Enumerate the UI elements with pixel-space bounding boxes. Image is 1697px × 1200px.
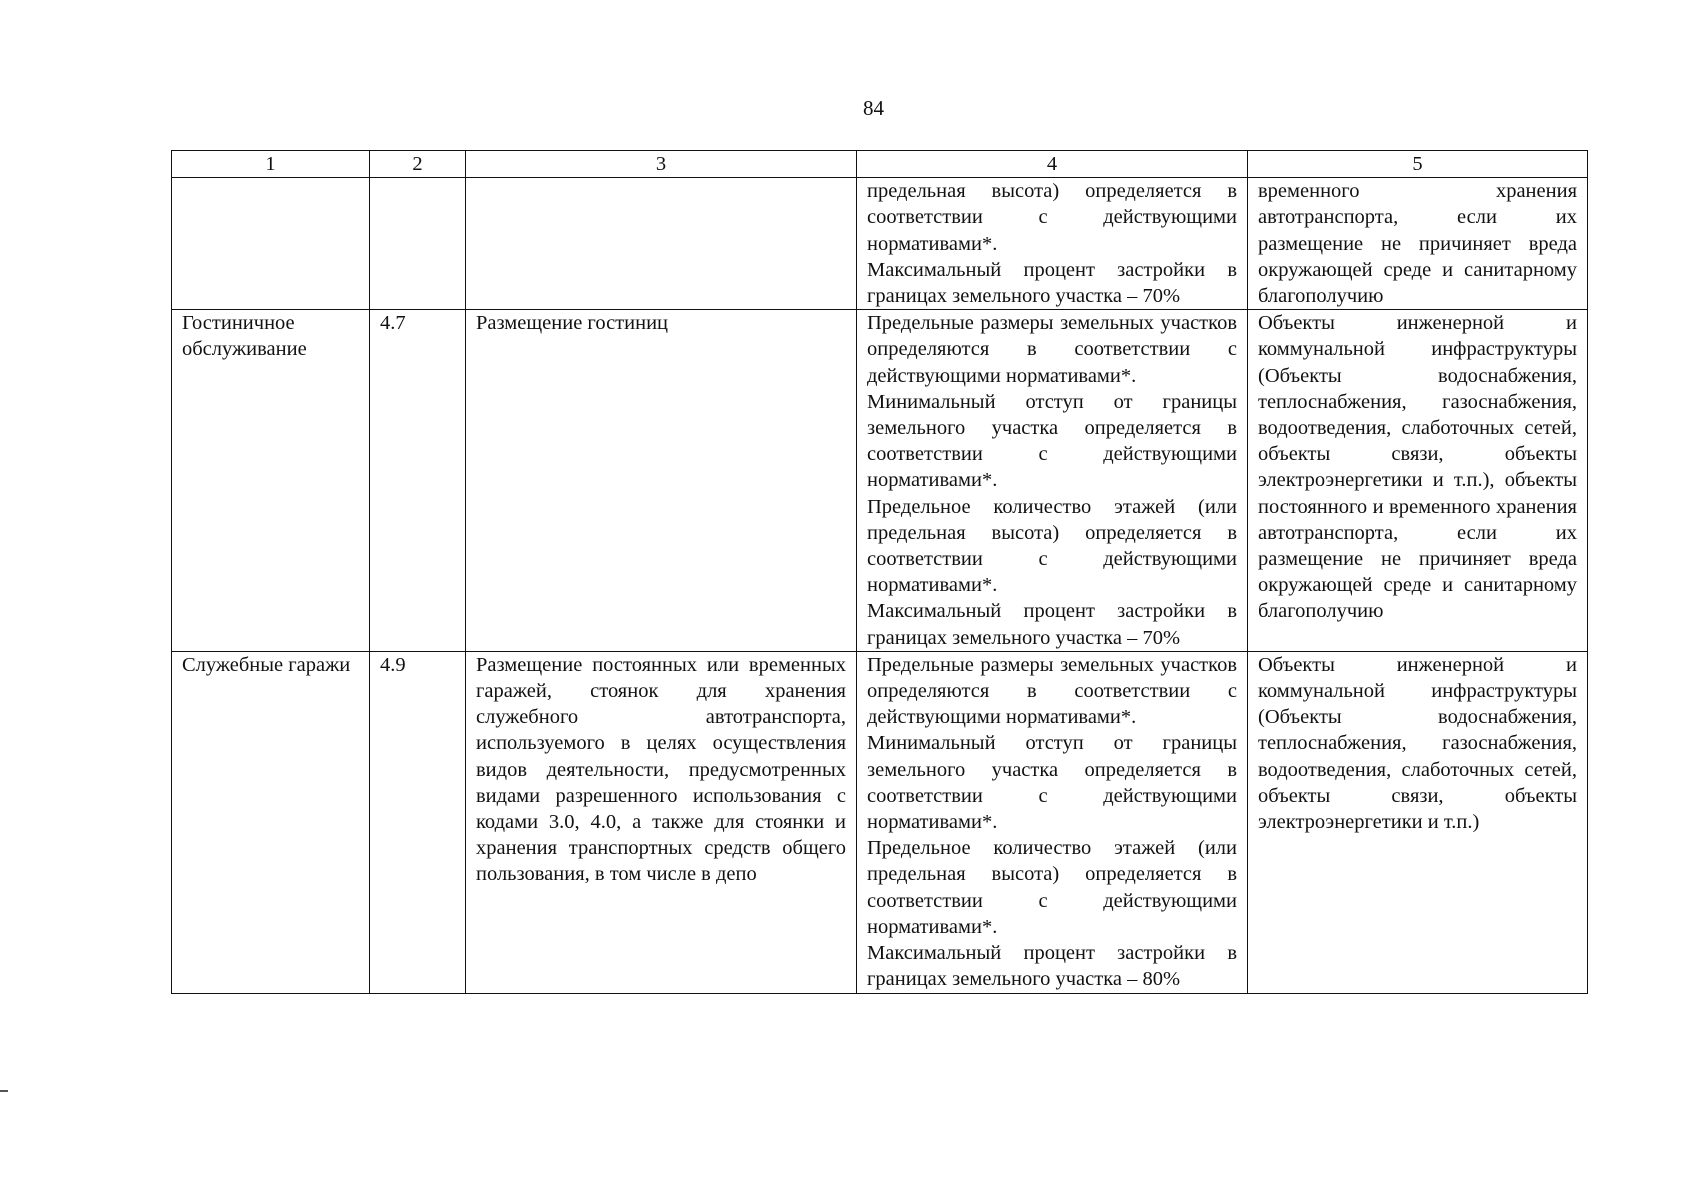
column-header-5: 5 (1248, 151, 1588, 178)
use-code-cell (370, 178, 466, 310)
parameter-text: предельная высота) определяется в соответствии с действующими нормативами*. (867, 180, 1237, 255)
parameter-text: Максимальный процент застройки в границах земельного участка – 70% (867, 600, 1237, 649)
auxiliary-uses-cell: временного хранения автотранспорта, если их размещение не причиняет вреда окружающей среде и санитарному благополучию (1248, 178, 1588, 310)
use-name-cell: Служебные гаражи (172, 651, 370, 993)
use-description-cell (466, 178, 857, 310)
parameter-text: Предельное количество этажей (или предельная высота) определяется в соответствии с действующими нормативами*. (867, 495, 1237, 597)
column-header-3: 3 (466, 151, 857, 178)
page-number: 84 (863, 96, 884, 120)
parameter-text: Максимальный процент застройки в границах земельного участка – 70% (867, 258, 1237, 308)
table-row (172, 178, 1588, 310)
scan-margin-mark (0, 1090, 8, 1092)
parameters-cell (857, 178, 1248, 310)
use-description-cell: Размещение постоянных или временных гаражей, стоянок для хранения служебного автотранспорта, используемого в целях осуществления видов деятельности, предусмотренных видами разрешенного использования с кодами 3.0, 4.0, а также для стоянки и хранения транспортных средств общего пользования, в том числе в депо (466, 651, 857, 993)
parameters-cell (857, 651, 1248, 993)
parameter-text: Максимальный процент застройки в границах земельного участка – 80% (867, 942, 1237, 991)
auxiliary-uses-cell: Объекты инженерной и коммунальной инфраструктуры (Объекты водоснабжения, теплоснабжения, газоснабжения, водоотведения, слаботочных сетей, объекты связи, объекты электроэнергетики и т.п.) (1248, 651, 1588, 993)
parameters-cell (857, 310, 1248, 652)
parameter-text: Предельные размеры земельных участков определяются в соответствии с действующими нормативами*. (867, 312, 1237, 387)
parameter-text: Предельные размеры земельных участков определяются в соответствии с действующими нормативами*. (867, 653, 1237, 729)
use-description-cell: Размещение гостиниц (466, 310, 857, 652)
land-use-table (171, 150, 1588, 994)
parameter-text: Минимальный отступ от границы земельного участка определяется в соответствии с действующими нормативами*. (867, 732, 1237, 834)
auxiliary-uses-cell: Объекты инженерной и коммунальной инфраструктуры (Объекты водоснабжения, теплоснабжения, газоснабжения, водоотведения, слаботочных сетей, объекты связи, объекты электроэнергетики и т.п.), объекты постоянного и временного хранения автотранспорта, если их размещение не причиняет вреда окружающей среде и санитарному благополучию (1248, 310, 1588, 652)
column-header-2: 2 (370, 151, 466, 178)
use-name-cell: Гостиничное обслуживание (172, 310, 370, 652)
use-code-cell: 4.7 (370, 310, 466, 652)
column-header-1: 1 (172, 151, 370, 178)
use-name-cell (172, 178, 370, 310)
table-header-row (172, 151, 1588, 178)
table-row (172, 651, 1588, 993)
parameter-text: Предельное количество этажей (или предельная высота) определяется в соответствии с действующими нормативами*. (867, 837, 1237, 938)
table-row (172, 310, 1588, 652)
parameter-text: Минимальный отступ от границы земельного участка определяется в соответствии с действующими нормативами*. (867, 390, 1237, 492)
use-code-cell: 4.9 (370, 651, 466, 993)
column-header-4: 4 (857, 151, 1248, 178)
